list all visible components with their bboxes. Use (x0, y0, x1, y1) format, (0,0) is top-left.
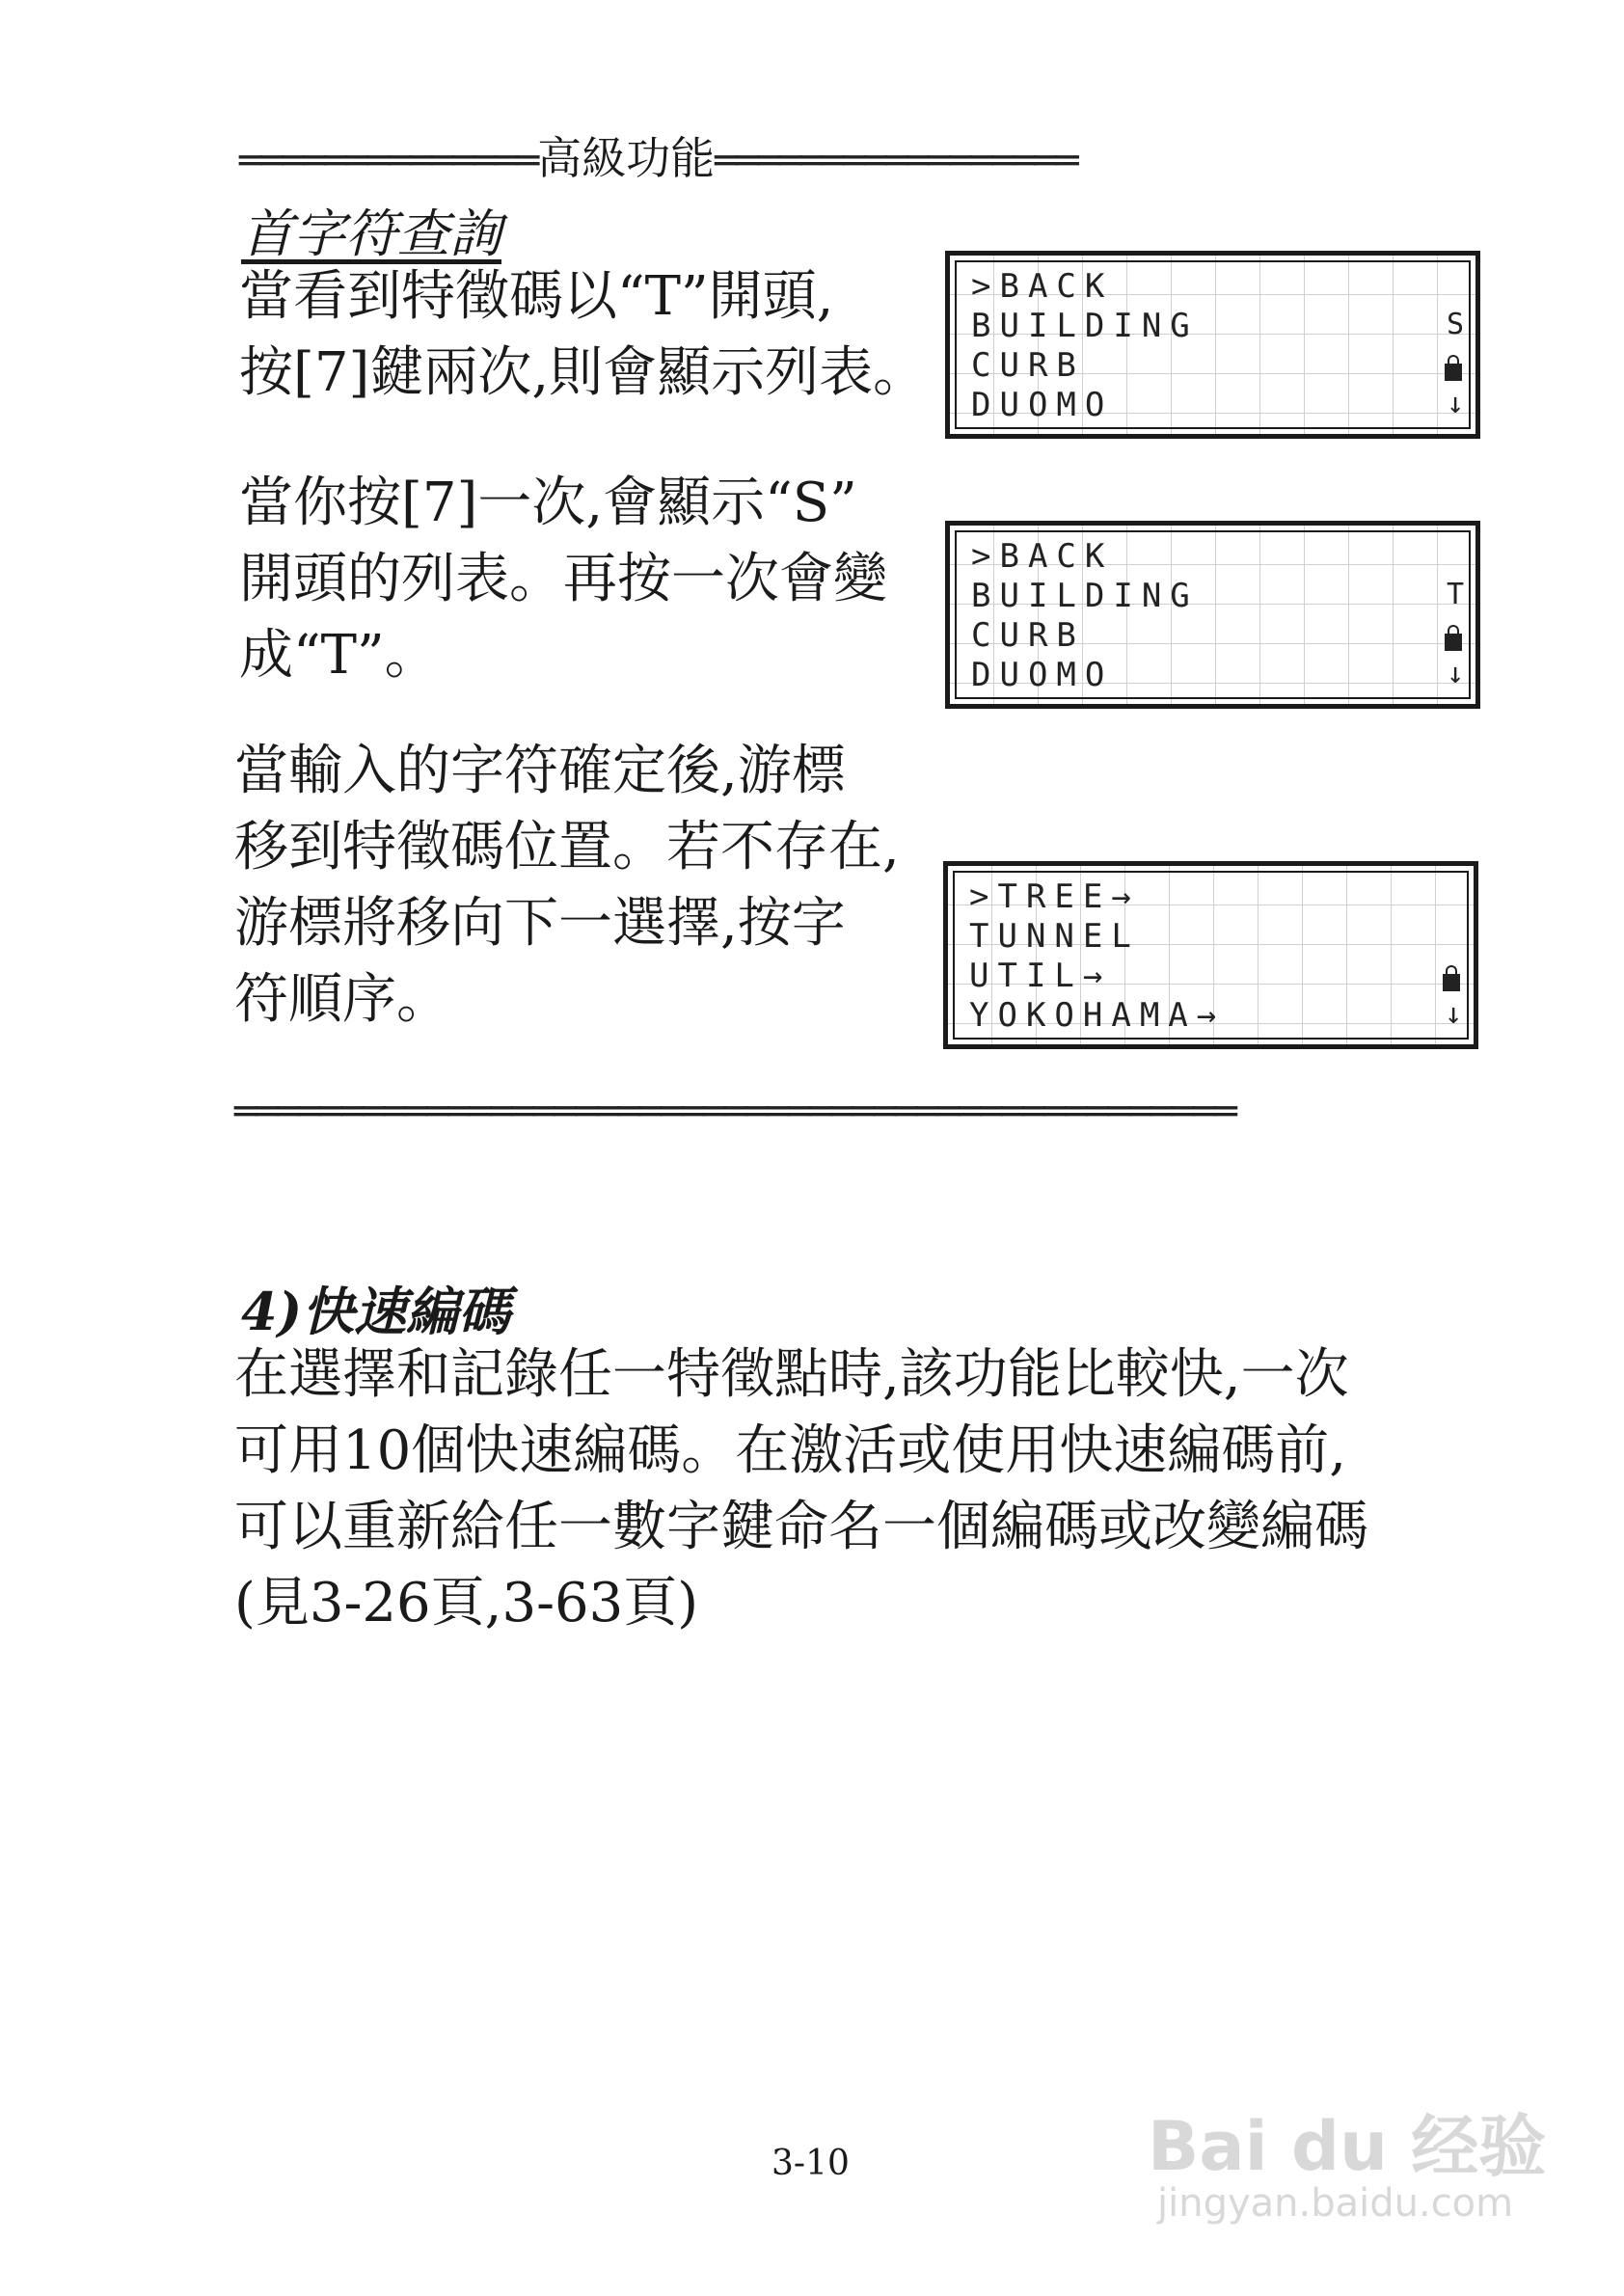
lcd-row: DUOMO (971, 656, 1114, 694)
paragraph-line: 可以重新給任一數字鍵命名一個編碼或改變編碼 (234, 1496, 1368, 1558)
lcd-row: CURB (971, 346, 1085, 385)
page-number: 3-10 (771, 2144, 850, 2183)
paragraph-line: 按[7]鍵兩次,則會顯示列表。 (239, 341, 928, 404)
lcd-screen-2 (945, 521, 1480, 709)
paragraph-1 (239, 258, 927, 411)
header-rule-right: ═════════════════ (715, 139, 1077, 183)
paragraph-line: 可用10個快速編碼。在激活或使用快速編碼前, (234, 1419, 1347, 1482)
lcd-rows (971, 537, 1199, 695)
lcd-screen-1 (945, 251, 1480, 439)
section-header (239, 123, 1077, 187)
lcd-letter-indicator: S (1446, 308, 1464, 341)
paragraph-line: 成“T”。 (239, 624, 439, 687)
paragraph-line: 游標將移向下一選擇,按字 (234, 892, 846, 955)
header-title: 高級功能 (537, 132, 716, 184)
paragraph-line: 當輸入的字符確定後,游標 (234, 740, 846, 802)
paragraph-3 (234, 733, 900, 1038)
lcd-row: DUOMO (971, 386, 1114, 424)
scroll-down-arrow-icon: ↓ (1446, 387, 1464, 420)
lcd-screen-3 (943, 861, 1478, 1049)
lcd-row: UTIL→ (969, 957, 1112, 995)
section-title: 4)快速編碼 (241, 1281, 511, 1342)
paragraph-line: 當你按[7]一次,會顯示“S” (239, 472, 857, 534)
watermark-url: jingyan.baidu.com (1157, 2181, 1514, 2226)
lcd-row: >TREE→ (969, 878, 1140, 916)
section-body (234, 1337, 1368, 1641)
lcd-rows (969, 878, 1225, 1036)
paragraph-line: 當看到特徵碼以“T”開頭, (239, 265, 834, 328)
bottom-rule: ═══════════════════════════════════════════════ (234, 1090, 1235, 1134)
lcd-rows (971, 267, 1199, 425)
lcd-letter-indicator: T (1446, 578, 1464, 611)
lcd-row: BUILDING (971, 577, 1199, 615)
lcd-row: TUNNEL (969, 917, 1140, 956)
lcd-row: >BACK (971, 267, 1114, 306)
paragraph-line: 移到特徵碼位置。若不存在, (234, 816, 900, 878)
lcd-row: BUILDING (971, 307, 1199, 345)
baidu-jingyan-watermark-logo: Bai du 经验 (1148, 2107, 1547, 2186)
paragraph-line: (見3-26頁,3-63頁) (234, 1572, 699, 1634)
scroll-down-arrow-icon: ↓ (1444, 997, 1462, 1031)
lock-icon (1443, 974, 1460, 991)
lcd-row: CURB (971, 616, 1085, 655)
scroll-down-arrow-icon: ↓ (1446, 657, 1464, 690)
paragraph-line: 開頭的列表。再按一次會變 (239, 548, 887, 610)
lock-icon (1445, 364, 1462, 381)
subtitle: 首字符查詢 (241, 203, 501, 264)
paragraph-line: 在選擇和記錄任一特徵點時,該功能比較快,一次 (234, 1343, 1349, 1406)
header-rule-left: ══════════════ (239, 139, 538, 183)
lcd-row: YOKOHAMA→ (969, 996, 1226, 1035)
lcd-row: >BACK (971, 537, 1114, 576)
paragraph-2 (239, 465, 887, 693)
lock-icon (1445, 634, 1462, 651)
paragraph-line: 符順序。 (234, 968, 450, 1031)
